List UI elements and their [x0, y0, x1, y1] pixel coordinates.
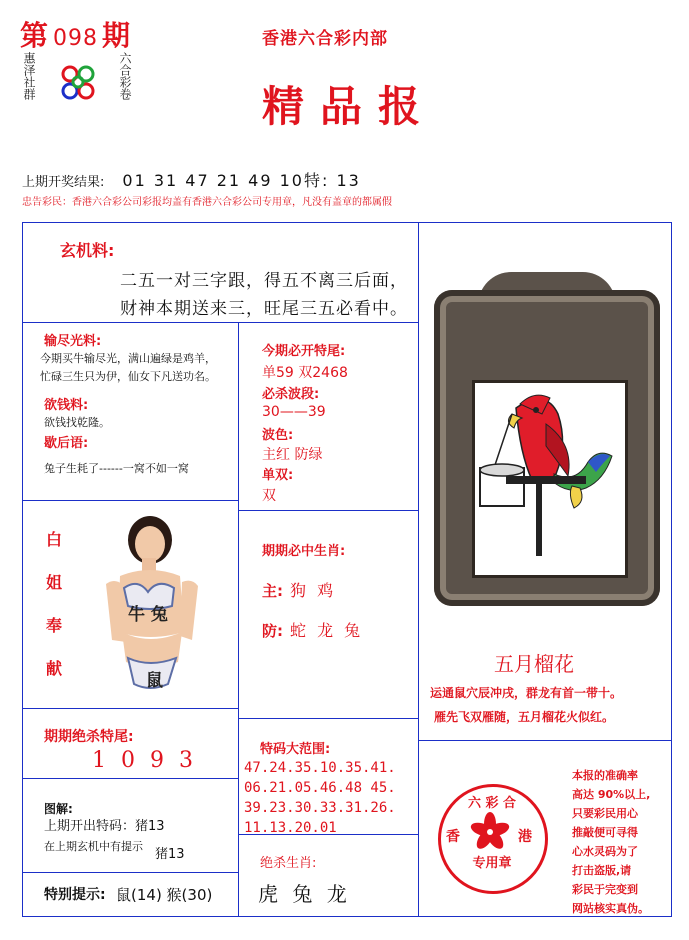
- fanwei-row: 06.21.05.46.48 45.: [244, 780, 396, 796]
- flower-line-1: 运通鼠穴辰冲戌，群龙有首一带十。: [430, 686, 623, 700]
- last-draw-label: 上期开奖结果:: [22, 175, 105, 190]
- hk-lottery-title: 香港六合彩内部: [262, 29, 388, 49]
- accuracy-note: 本报的准确率 高达 90%以上, 只要彩民用心 推敲便可寻得 心水灵码为了 打击盗版,请 彩民于完变到 网站核实真伪。: [572, 769, 651, 915]
- danshuang-title: 单双:: [262, 468, 294, 483]
- bauhinia-flower-icon: [470, 812, 510, 852]
- frame-middle-line: [418, 222, 419, 917]
- warning-notice: 忠告彩民：香港六合彩公司彩报均盖有香港六合彩公司专用章，凡没有盖章的都属假: [22, 197, 392, 208]
- bosha-title: 必杀波段:: [262, 387, 320, 402]
- tujie-line-2b: 猪13: [155, 847, 185, 862]
- sister-vertical-text: 白 姐 奉 献: [46, 530, 63, 678]
- flower-title: 五月榴花: [494, 652, 574, 676]
- bo-value: 主红 防绿: [262, 447, 323, 463]
- shengxiao-guard-label: 防:: [262, 622, 283, 640]
- divider-line: [22, 872, 238, 873]
- shengxiao-main-label: 主:: [262, 582, 283, 600]
- seal-bottom-text: 专用章: [472, 856, 512, 871]
- xuanji-title: 玄机料:: [60, 241, 115, 260]
- fanwei-row: 47.24.35.10.35.41.: [244, 760, 396, 776]
- flower-line-2: 雁先飞双雁随，五月榴花火似红。: [434, 710, 615, 724]
- last-draw-result: [22, 168, 361, 191]
- bosha-value: 30——39: [262, 404, 326, 420]
- shujin-line-2: 忙碌三生只为伊，仙女下凡送功名。: [40, 370, 216, 383]
- tujie-line-2: 在上期玄机中有提示: [44, 840, 143, 853]
- fanwei-title: 特码大范围:: [260, 742, 331, 757]
- tujie-title: 图解:: [44, 802, 73, 816]
- main-title: 精品报: [262, 82, 437, 131]
- parrot-picture-icon: [476, 384, 620, 570]
- bidute-title: 今期必开特尾:: [262, 344, 346, 359]
- divider-line: [22, 322, 418, 323]
- danshuang-value: 双: [262, 488, 276, 504]
- xiehouyu-text: 兔子生耗了------一窝不如一窝: [44, 462, 189, 475]
- shengxiao-guard-value: 蛇 龙 兔: [290, 621, 364, 640]
- bo-title: 波色:: [262, 428, 294, 443]
- lottery-logo-icon: [60, 64, 96, 102]
- frame-right-line: [671, 222, 672, 917]
- tebie-value: 鼠(14) 猴(30): [116, 886, 213, 904]
- tujie-line-1: 上期开出特码：猪13: [44, 819, 165, 834]
- shujin-title: 输尽光料:: [44, 334, 102, 349]
- qiancai-title: 欲钱料:: [44, 398, 89, 413]
- divider-line: [22, 708, 238, 709]
- shengxiao-main-value: 狗 鸡: [290, 581, 337, 600]
- tebie-label: 特别提示:: [44, 887, 106, 903]
- jueshate-title: 期期绝杀特尾:: [44, 729, 134, 745]
- qiancai-text: 欲钱找乾隆。: [44, 416, 110, 429]
- frame-left-line: [22, 222, 23, 917]
- bidute-value: 单59 双2468: [262, 365, 348, 381]
- divider-line: [238, 322, 239, 917]
- divider-line: [418, 740, 672, 741]
- xiehouyu-title: 歇后语:: [44, 436, 89, 451]
- seal-top-text: 六 彩 合: [467, 796, 517, 811]
- sister-overlay-2: 鼠: [146, 671, 163, 691]
- xuanji-line-1: 二五一对三字跟，得五不离三后面，: [120, 271, 408, 291]
- club-name-right: 六合彩卷: [118, 52, 132, 100]
- xuanji-line-2: 财神本期送来三，旺尾三五必看中。: [120, 299, 408, 319]
- jueshaxiao-value: 虎 兔 龙: [258, 882, 351, 906]
- shengxiao-title: 期期必中生肖:: [262, 544, 346, 559]
- divider-line: [22, 778, 238, 779]
- jueshaxiao-title: 绝杀生肖:: [260, 856, 317, 871]
- issue-number: 第 098 期: [20, 19, 132, 52]
- club-name-left: 惠泽社群: [22, 52, 36, 100]
- divider-line: [238, 510, 418, 511]
- fanwei-row: 11.13.20.01: [244, 820, 337, 836]
- fanwei-row: 39.23.30.33.31.26.: [244, 800, 396, 816]
- last-draw-numbers: 01 31 47 21 49 10特: 13: [122, 171, 361, 190]
- fanwei-rows: [244, 758, 396, 838]
- shujin-line-1: 今期买牛输尽光，满山遍绿是鸡羊，: [40, 352, 216, 365]
- seal-right-text: 港: [518, 829, 532, 845]
- jueshate-value: 1 0 9 3: [92, 748, 197, 773]
- sister-overlay-1: 牛 兔: [128, 605, 168, 625]
- frame-top-line: [22, 222, 672, 223]
- divider-line: [22, 500, 238, 501]
- divider-line: [238, 718, 418, 719]
- seal-left-text: 香: [446, 829, 460, 845]
